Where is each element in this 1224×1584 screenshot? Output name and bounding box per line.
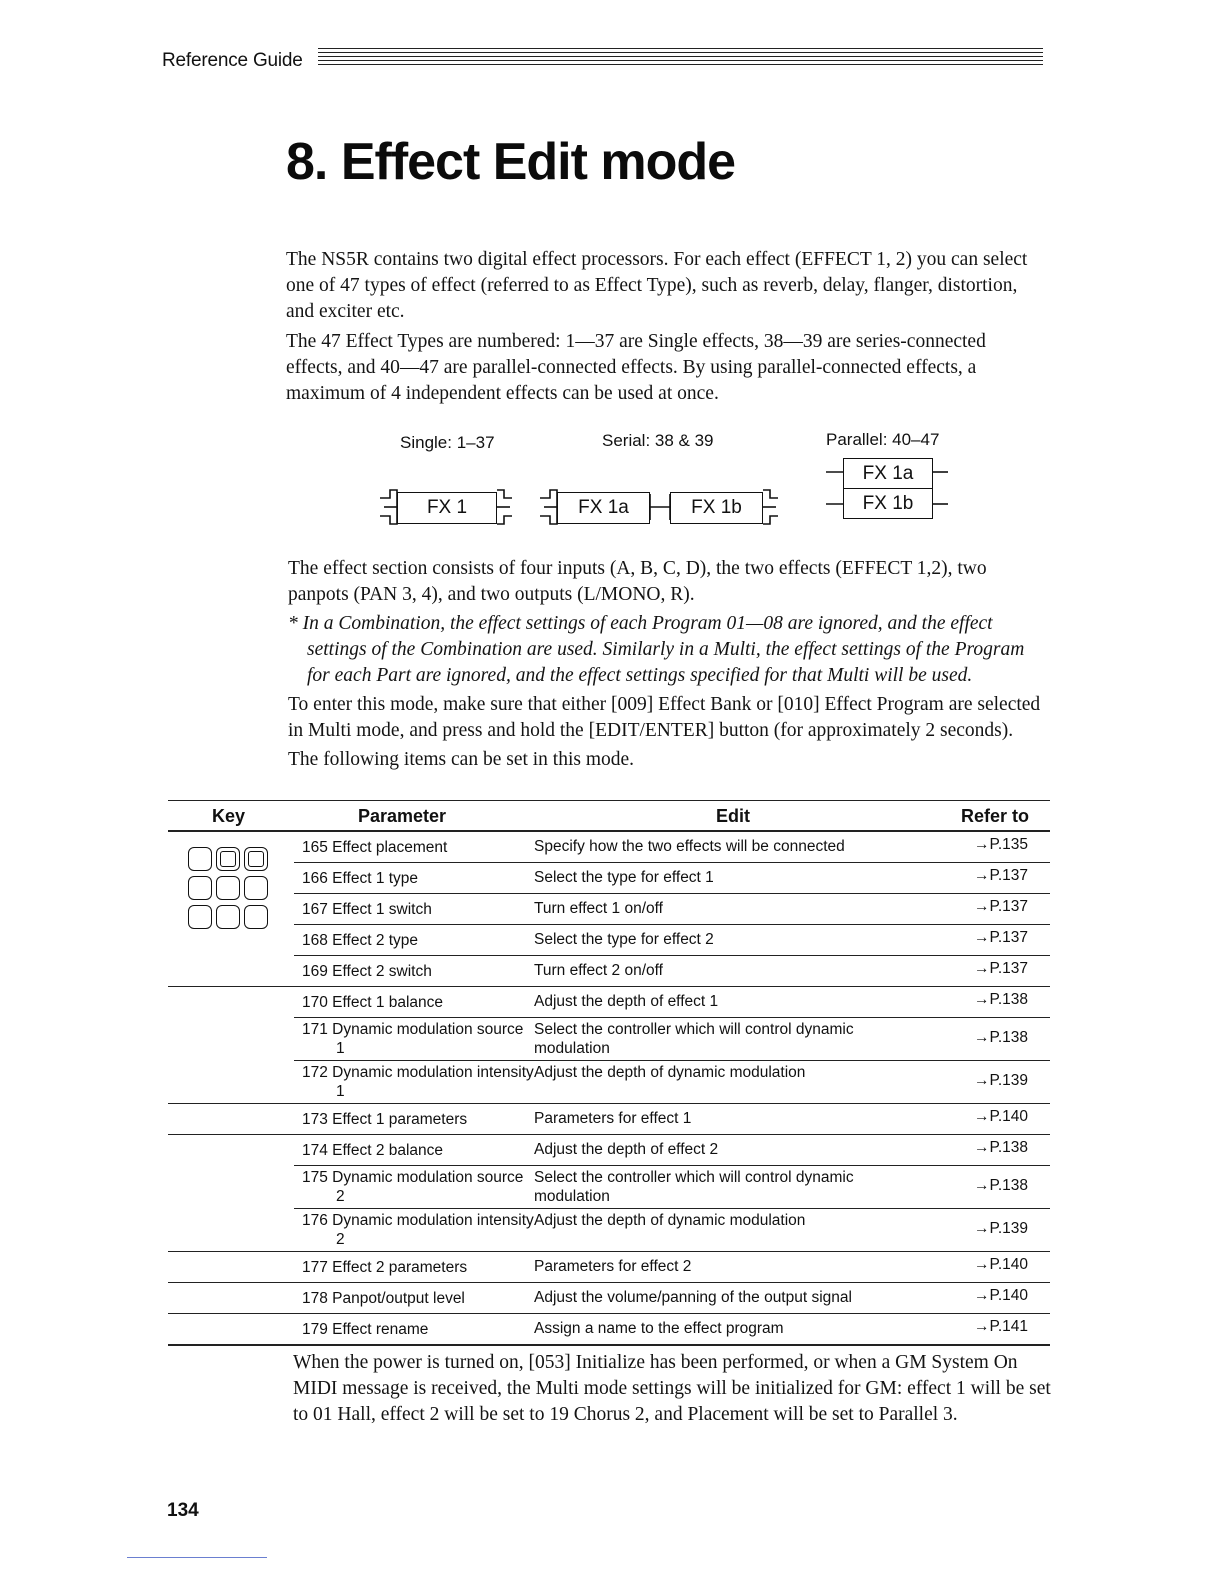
key-button-icon [216,847,240,871]
closing-text [293,1350,1051,1428]
table-row [168,1282,1050,1313]
refer-cell: →P.141 [973,1318,1028,1335]
parameter-cell: 176 Dynamic modulation intensity 2 [302,1212,534,1248]
key-button-icon [244,876,268,900]
edit-cell: Turn effect 2 on/off [534,962,663,979]
key-buttons [186,845,276,935]
refer-cell: →P.140 [973,1256,1028,1273]
consists-text: The effect section consists of four inputs (A, B, C, D), the two effects (EFFECT 1,2), two panpots (PAN 3, 4), and two outputs (L/MONO, R). [288,558,987,605]
parameter-cell: 170 Effect 1 balance [302,994,444,1011]
edit-cell: Adjust the depth of effect 2 [534,1141,719,1158]
edit-cell: Adjust the depth of dynamic modulation [534,1212,806,1229]
refer-cell: →P.137 [973,960,1028,977]
key-button-icon [244,905,268,929]
intro-paragraph: The NS5R contains two digital effect processors. For each effect (EFFECT 1, 2) you can select one of 47 types of effect (referred to as Effect Type), such as reverb, delay, flanger, distortion, and exciter etc. [286,249,1028,322]
fx1a-parallel-box: FX 1a [843,458,933,489]
key-button-icon [216,876,240,900]
refer-cell: →P.139 [973,1220,1028,1237]
fx1b-serial-box: FX 1b [670,492,763,524]
parameter-cell: 173 Effect 1 parameters [302,1111,468,1128]
closing-paragraph: When the power is turned on, [053] Initialize has been performed, or when a GM System On MIDI message is received, the Multi mode settings will be initialized for GM: effect 1 will be set to 01 Hall, effect 2 will be set to 19 Chorus 2, and Placement will be set to Parallel 3. [293,1352,1051,1425]
edit-cell: Parameters for effect 1 [534,1110,692,1127]
table-row [168,986,1050,1017]
table-bottom-rule [168,1344,1050,1346]
refer-cell: →P.138 [973,1029,1028,1046]
refer-cell: →P.140 [973,1287,1028,1304]
edit-cell: Adjust the volume/panning of the output signal [534,1289,852,1306]
edit-cell: Select the controller which will control dynamic modulation [534,1021,854,1057]
page-title: 8. Effect Edit mode [286,133,736,191]
single-label: Single: 1–37 [400,433,495,452]
table-header [168,800,1050,832]
edit-cell: Turn effect 1 on/off [534,900,663,917]
table-row [168,1017,1050,1060]
refer-cell: →P.138 [973,1177,1028,1194]
edit-cell: Parameters for effect 2 [534,1258,692,1275]
edit-cell: Specify how the two effects will be connected [534,838,845,855]
fx1b-parallel-box: FX 1b [843,488,933,519]
table-row [168,862,1050,893]
parameter-cell: 168 Effect 2 type [302,932,419,949]
edit-cell: Select the type for effect 2 [534,931,714,948]
key-button-icon [188,876,212,900]
header-refer: Refer to [961,806,1030,826]
table-row [168,1251,1050,1282]
section-description [288,556,1048,773]
parameter-cell: 177 Effect 2 parameters [302,1259,468,1276]
intro-text [286,247,1046,407]
footer-line [127,1557,267,1558]
parameter-cell: 179 Effect rename [302,1321,429,1338]
edit-cell: Select the type for effect 1 [534,869,714,886]
edit-cell: Select the controller which will control dynamic modulation [534,1169,854,1205]
edit-cell: Assign a name to the effect program [534,1320,784,1337]
key-button-icon [244,847,268,871]
table-row [168,1134,1050,1165]
fx1-box: FX 1 [397,492,497,524]
table-row [168,1313,1050,1344]
refer-cell: →P.139 [973,1072,1028,1089]
table-row [168,955,1050,986]
parameter-cell: 174 Effect 2 balance [302,1142,444,1159]
following-text: The following items can be set in this mode. [288,749,635,770]
table-row [168,1103,1050,1134]
refer-cell: →P.137 [973,898,1028,915]
parameter-cell: 171 Dynamic modulation source 1 [302,1021,524,1057]
table-row [168,1208,1050,1251]
key-button-icon [216,905,240,929]
header-key: Key [212,806,246,826]
note-text: * In a Combination, the effect settings of each Program 01—08 are ignored, and the effect settings of the Combination are used. Similarly in a Multi, the effect settings of the Program for each Part are ignored, and the effect settings specified for that Multi will be used. [288,613,1025,686]
header-rule [318,46,1043,68]
parameter-cell: 175 Dynamic modulation source 2 [302,1169,524,1205]
edit-cell: Adjust the depth of dynamic modulation [534,1064,806,1081]
intro-paragraph: The 47 Effect Types are numbered: 1—37 are Single effects, 38—39 are series-connected effects, and 40—47 are parallel-connected effects. By using parallel-connected effects, a maximum of 4 independent effects can be used at once. [286,331,986,404]
refer-cell: →P.140 [973,1108,1028,1125]
parameter-cell: 178 Panpot/output level [302,1290,465,1307]
parameter-cell: 165 Effect placement [302,839,448,856]
fx1a-serial-box: FX 1a [557,492,650,524]
enter-mode-text: To enter this mode, make sure that either [009] Effect Bank or [010] Effect Program are selected in Multi mode, and press and hold the [EDIT/ENTER] button (for approximately 2 seconds). [288,694,1041,741]
key-button-icon [188,905,212,929]
table-row [168,924,1050,955]
page-number: 134 [167,1500,199,1521]
parameter-cell: 172 Dynamic modulation intensity 1 [302,1064,534,1100]
table-row [168,1165,1050,1208]
parallel-label: Parallel: 40–47 [826,430,940,449]
refer-cell: →P.138 [973,1139,1028,1156]
section-label: Reference Guide [162,50,303,71]
parameter-cell: 166 Effect 1 type [302,870,419,887]
table-row [168,893,1050,924]
edit-cell: Adjust the depth of effect 1 [534,993,719,1010]
table-row [168,1060,1050,1103]
table-row [168,831,1050,862]
parameter-cell: 169 Effect 2 switch [302,963,432,980]
refer-cell: →P.137 [973,929,1028,946]
refer-cell: →P.138 [973,991,1028,1008]
parameter-cell: 167 Effect 1 switch [302,901,432,918]
refer-cell: →P.137 [973,867,1028,884]
header-edit: Edit [716,806,750,826]
serial-label: Serial: 38 & 39 [602,431,714,450]
effect-diagram [380,428,980,538]
refer-cell: →P.135 [973,836,1028,853]
header-parameter: Parameter [358,806,447,826]
key-button-icon [188,847,212,871]
